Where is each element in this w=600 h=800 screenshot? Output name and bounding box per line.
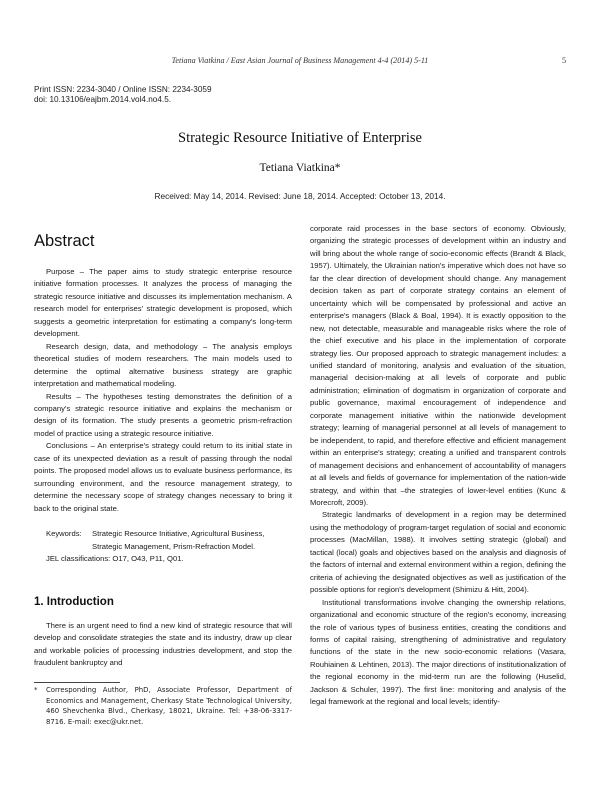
author-name: Tetiana Viatkina* [259,162,341,174]
introduction-body [34,620,292,670]
keywords-text: Strategic Resource Initiative, Agricultural Business, Strategic Management, Prism-Refraction Model. [92,529,265,551]
conclusions-label: Conclusions [46,441,88,451]
received-dates: Received: May 14, 2014. Revised: June 18, 2014. Accepted: October 13, 2014. [154,191,446,201]
keywords [34,528,292,553]
introduction-heading: 1. Introduction [34,596,114,608]
purpose-text: – The paper aims to study strategic enterprise resource initiative formation processes. It analyzes the process of managing the strategic resource initiative and discusses its implementation mechanism. A research model for enterprises' strategic development is proposed, which suggests a geometric interpretation for estimating a company's long-term development. [34,267,292,339]
issn-block [34,85,212,105]
issn-line: Print ISSN: 2234-3040 / Online ISSN: 2234-3059 [34,85,212,94]
jel-text: O17, O43, P11, Q01. [110,553,184,563]
body-paragraph-3: Institutional transformations involve changing the ownership relations, organizational and economic structure of the region's economy, increasing the role of various types of business entities, creating the conditions and forms of capital raising, strengthening of administrative and regulatory functions of the state in the new socio-economic relations (Vasara, Rouhiainen & Lehtinen, 2013). The major directions of institutionalization of the regional economy in the mid-term run are the following (Huselid, Jackson & Schuler, 1997). The first line: monitoring and analysis of the legal framework at the regional and local levels; identify- [310,597,566,707]
abstract-conclusions [34,440,292,515]
page-number: 5 [561,56,566,65]
abstract-results [34,391,292,441]
paper-title: Strategic Resource Initiative of Enterprise [178,130,422,146]
body-paragraph-1: corporate raid processes in the base sectors of economy. Obviously, organizing the strategic processes of development within an industry and will bring about the whole range of socio-economic effects (Brandt & Black, 1957). Ultimately, the Ukrainian nation's imperative which does not have so far the clear direction of development should change. Any management decision taken as part of corporate strategy contains an element of uncertainty which will be compensated by professional and active an enterprise's managers (Black & Boal, 1994). It is exactly opposition to the new, not detectable, measurable and manageable risks where the role of the chief executive and his place in the implementation of corporate strategy lies. Our proposed approach to strategic management includes: a unified standard of monitoring, analysis and evaluation of the situation, managerial decision-making at all levels of corporate and public administration; elimination of dogmatism in organization of corporate and public governance, maximal encouragement of independence and corporate management initiative within the nationwide development strategy; learning of managerial personnel at all levels of management to be independent, to rapid, and therefore effective and efficient management within an enterprise's strategy; creating a unified and transparent controls of management decisions and enhancement of accountability of managers at all levels and fields of governance for implementation of the nation-wide strategy, and within that –the strategies of lower-level entities (Kunc & Morecroft, 2009). [310,224,566,507]
design-text: – The analysis employs theoretical studies of modern researchers. The main models used to determine the optimal alternative business strategy are graphic interpretation and mathematical modeling. [34,341,292,389]
footnote-marker: * [34,686,38,694]
abstract-purpose [34,266,292,341]
footnote-text: Corresponding Author, PhD, Associate Professor, Department of Economics and Management, Cherkasy State Technological University, 460 Shevchenka Blvd., Cherkasy, 18021, Ukraine. Tel: +38-06-3317-8716. E-mail: exec@ukr.net. [46,686,292,726]
footnote-rule [34,682,120,683]
running-header [34,56,566,65]
body-paragraph-2: Strategic landmarks of development in a region may be determined using the methodology of program-target regulation of social and economic processes (MacMillan, 1988). It involves setting strategic (global) and tactical (local) goals and objectives based on the analysis and diagnosis of the factors of internal and external environment within a region, defining the criteria of achieving the designated objectives as well as justification of the possible options for region's development (Shimizu & Hitt, 2004). [310,510,566,595]
footnote [34,685,292,727]
keywords-label: Keywords: [46,529,82,539]
running-title: Tetiana Viatkina / East Asian Journal of Business Management 4-4 (2014) 5-11 [171,56,429,65]
introduction-paragraph: There is an urgent need to find a new kind of strategic resource that will develop and consolidate strategies the state and its industry, draw up clear and workable policies of processing industries development, and stop the fraudulent bankruptcy and [34,621,292,668]
doi-line: doi: 10.13106/eajbm.2014.vol4.no4.5. [34,95,172,104]
abstract-design [34,341,292,391]
purpose-label: Purpose [46,267,75,276]
right-column [310,223,566,709]
conclusions-text: – An enterprise's strategy could return to its initial state in case of its unexpected deviation as a result of passing through the nodal points. The proposed model allows us to evaluate business performance, its surrounding environment, and the resource management strategy, to determine the necessary scope of strategy changes necessary to bring it back to the original state. [34,441,292,513]
abstract-heading: Abstract [34,232,95,250]
results-label: Results [46,391,72,401]
abstract-body [34,266,292,565]
results-text: – The hypotheses testing demonstrates the definition of a company's strategic resource initiative and explains the mechanism or design of its formation. The study presents a geometric prism-refraction model of practice using a strategic resource initiative. [34,391,292,438]
jel-classifications [34,553,292,565]
jel-label: JEL classifications: [46,553,111,563]
design-label: Research design, data, and methodology [46,341,198,351]
